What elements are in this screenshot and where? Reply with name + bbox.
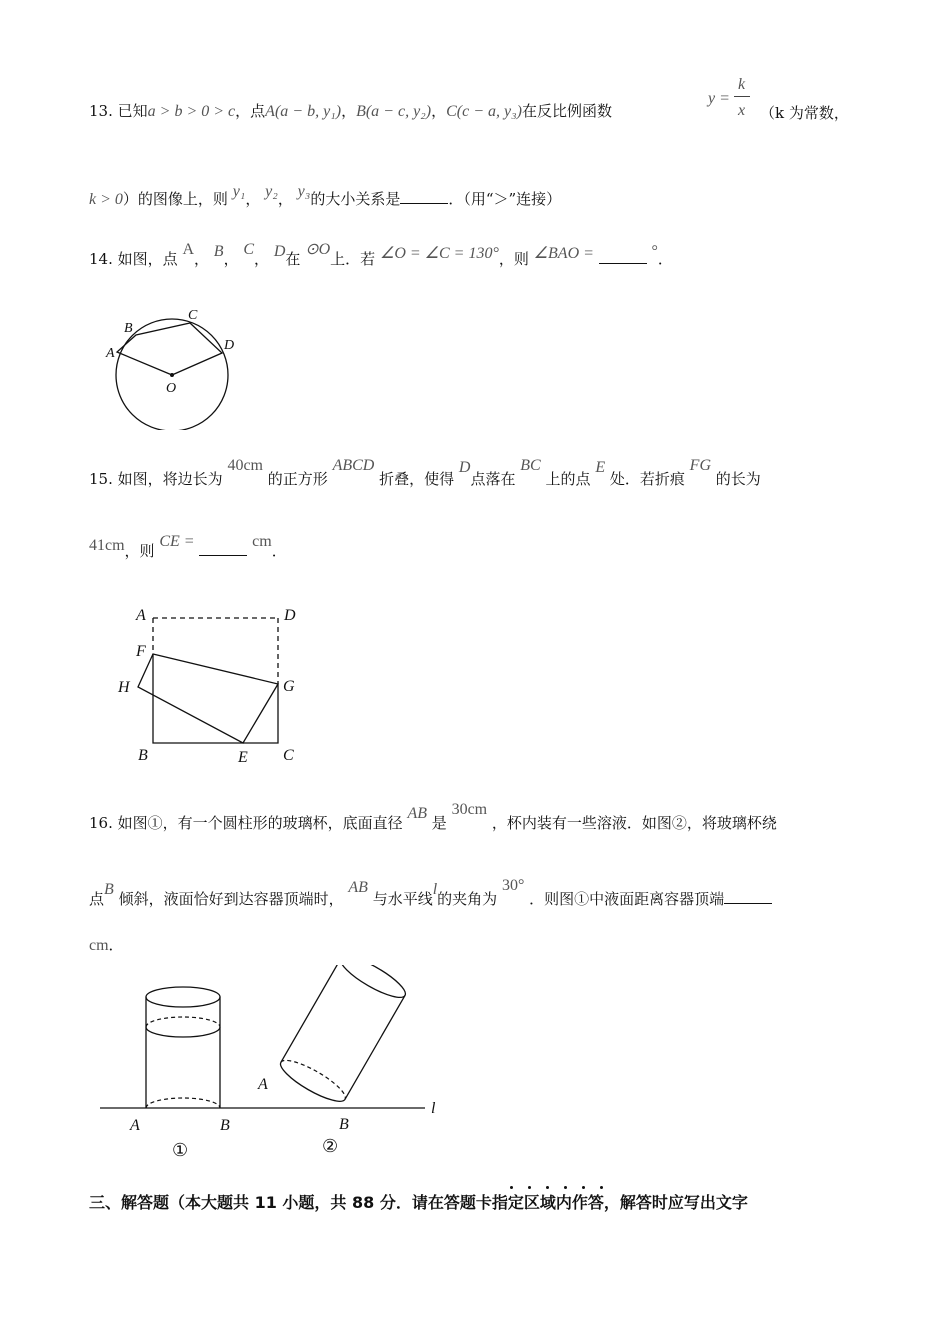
q16-label-b1: B (220, 1117, 230, 1134)
emphasis-dot (528, 1186, 531, 1189)
emphasis-dot (600, 1186, 603, 1189)
q15-answer-blank (199, 554, 247, 556)
q15-label-a: A (136, 607, 146, 624)
q16-line1: 16. 如图①，有一个圆柱形的玻璃杯，底面直径 AB 是 30cm ，杯内装有一些溶液．如图②，将玻璃杯绕 (89, 801, 777, 832)
q13-answer-blank (400, 202, 448, 204)
q13-point-a: A(a − b, y₁) (265, 103, 342, 120)
q15-square-figure (110, 600, 310, 770)
q13-number: 13. (89, 102, 113, 120)
q13-k-condition: k > 0 (89, 191, 123, 208)
section-3-heading: 三、解答题（本大题共 11 小题，共 88 分．请在答题卡指定区域内作答，解答时应写出文字 (89, 1193, 748, 1212)
q14-label-c: C (188, 308, 198, 323)
q16-label-fig1: ① (172, 1140, 189, 1160)
q15-label-b: B (138, 747, 148, 764)
q15-folded-part (138, 654, 278, 743)
q13-k-note: （k 为常数， (760, 104, 849, 122)
q15-label-c: C (283, 747, 294, 764)
q16-cylinder-1 (146, 987, 220, 1108)
q15-line2: 41cm，则 CE = cm． (89, 533, 287, 560)
q13-condition: a > b > 0 > c (147, 103, 236, 120)
q16-cylinder-figure (90, 965, 450, 1165)
q13-point-b: B(a − c, y₂) (356, 103, 432, 120)
q15-label-d: D (284, 607, 296, 624)
q14-label-b: B (124, 321, 133, 336)
q13-y3: y₃ (297, 183, 311, 200)
q14-center-dot (170, 373, 174, 377)
q14-label-d: D (224, 338, 235, 353)
q15-label-h: H (118, 679, 130, 696)
q16-label-b2: B (339, 1116, 349, 1133)
q15-square-solid (153, 654, 278, 743)
q16-line3: cm． (89, 936, 124, 954)
q13-function-numerator: k (738, 76, 746, 93)
q13-function-y: y = (708, 90, 730, 107)
q14-ask: ∠BAO = (533, 245, 594, 262)
q16-cylinder-2 (276, 965, 410, 1108)
q13-y2: y₂ (265, 183, 278, 200)
q14-condition: ∠O = ∠C = 130° (379, 245, 499, 262)
q14-circle-o: ⊙O (305, 241, 331, 258)
q16-line2: 点B 倾斜，液面恰好到达容器顶端时， AB 与水平线l的夹角为 30° ．则图①中液面距离容器顶端 (89, 888, 772, 909)
q14-circle-figure (100, 300, 240, 430)
q13-fraction-bar (734, 96, 750, 97)
q16-label-a2: A (258, 1076, 268, 1093)
q16-label-a1: A (130, 1117, 140, 1134)
q14-number: 14. (89, 250, 113, 268)
q14-line: 14. 如图，点 A， B， C， D在 ⊙O上．若 ∠O = ∠C = 130°，则 ∠BAO = °． (89, 241, 673, 268)
q13-function-denominator: x (738, 102, 746, 119)
q13-point-c: C(c − a, y₃) (446, 103, 522, 120)
q14-answer-blank (599, 262, 647, 264)
q15-number: 15. (89, 470, 113, 488)
q16-label-fig2: ② (322, 1136, 339, 1156)
q15-label-e: E (238, 749, 248, 766)
emphasis-dot (582, 1186, 585, 1189)
q14-label-o: O (166, 381, 177, 396)
q14-label-a: A (106, 346, 115, 361)
q15-label-g: G (283, 678, 295, 695)
q13-y1: y₁ (232, 183, 246, 200)
q13-line2: k > 0）的图像上，则 y₁， y₂， y₃的大小关系是 ．（用“＞”连接） (89, 183, 562, 208)
q16-label-l: l (431, 1100, 436, 1117)
emphasis-dot (564, 1186, 567, 1189)
q16-number: 16. (89, 814, 113, 832)
q13-line1: 13. 已知a > b > 0 > c，点A(a − b, y₁)，B(a − c, y₂)，C(c − a, y₃)在反比例函数 (89, 102, 612, 120)
emphasis-dot (510, 1186, 513, 1189)
q16-answer-blank (724, 902, 772, 904)
q15-line1: 15. 如图，将边长为 40cm 的正方形 ABCD 折叠，使得 D点落在 BC 上的点 E 处．若折痕 FG 的长为 (89, 457, 761, 488)
emphasis-dot (546, 1186, 549, 1189)
q15-label-f: F (136, 643, 146, 660)
